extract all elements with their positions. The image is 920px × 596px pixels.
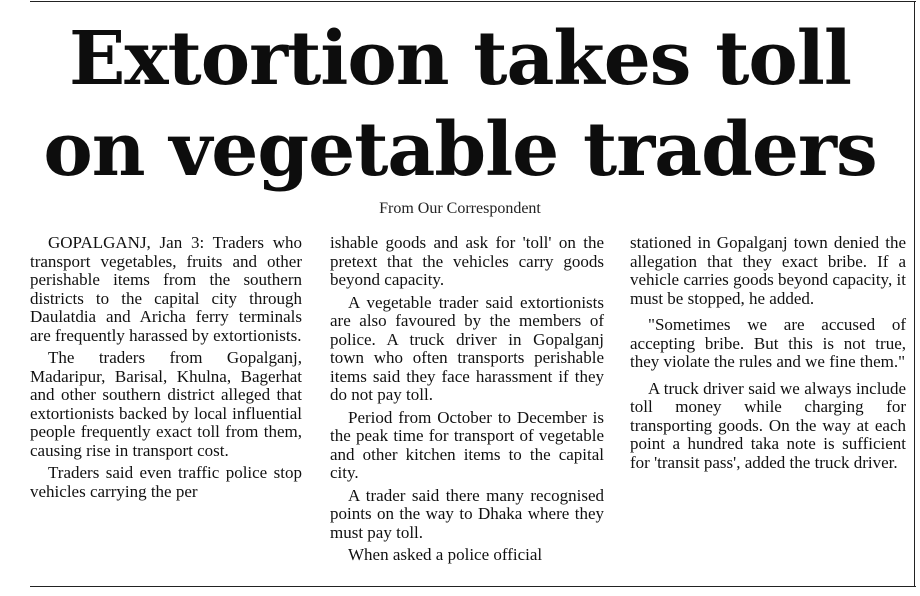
paragraph: "Sometimes we are accused of accepting bribe. But this is not true, they violate the rules and we fine them." [630, 315, 906, 371]
headline: Extortion takes toll on vegetable traders [43, 16, 877, 193]
paragraph: When asked a police official [348, 545, 543, 564]
paragraph: A trader said there many recognised points on the way to Dhaka where they must pay toll. [330, 485, 604, 542]
bottom-border-rule [30, 586, 916, 587]
paragraph: ishable goods and ask for 'toll' on the pretext that the vehicles carry goods beyond capacity. [330, 233, 604, 289]
paragraph: stationed in Gopalganj town denied the allegation that they exact bribe. If a vehicle carries goods beyond capacity, it must be stopped, he added. [630, 233, 906, 308]
paragraph: GOPALGANJ, Jan 3: Traders who transport vegetables, fruits and other perishable items from the southern districts to the capital city through Daulatdia and Aricha ferry terminals are frequently harassed by extortionists. [30, 233, 302, 345]
paragraph: The traders from Gopalganj, Madaripur, Barisal, Khulna, Bagerhat and other southern district alleged that extortionists backed by local influential people frequently exact toll from them, causing rise in transport cost. [30, 348, 302, 460]
paragraph: A truck driver said we always include toll money while charging for transporting goods. On the way at each point a hundred taka note is sufficient for 'transit pass', added the truck driver. [630, 378, 906, 472]
article-column-1 [30, 234, 302, 505]
byline: From Our Correspondent [379, 200, 541, 217]
paragraph: Period from October to December is the peak time for transport of vegetable and other kitchen items to the capital city. [330, 407, 604, 482]
top-border-rule [30, 1, 916, 2]
paragraph: A vegetable trader said extortionists are also favoured by the members of police. A truck driver in Gopalganj town who often transports perishable items said they face harassment if they do not pay toll. [330, 292, 604, 404]
paragraph: Traders said even traffic police stop vehicles carrying the per [30, 463, 302, 501]
article-column-2 [330, 234, 604, 569]
right-border-rule [914, 1, 915, 586]
article-column-3 [630, 234, 906, 476]
